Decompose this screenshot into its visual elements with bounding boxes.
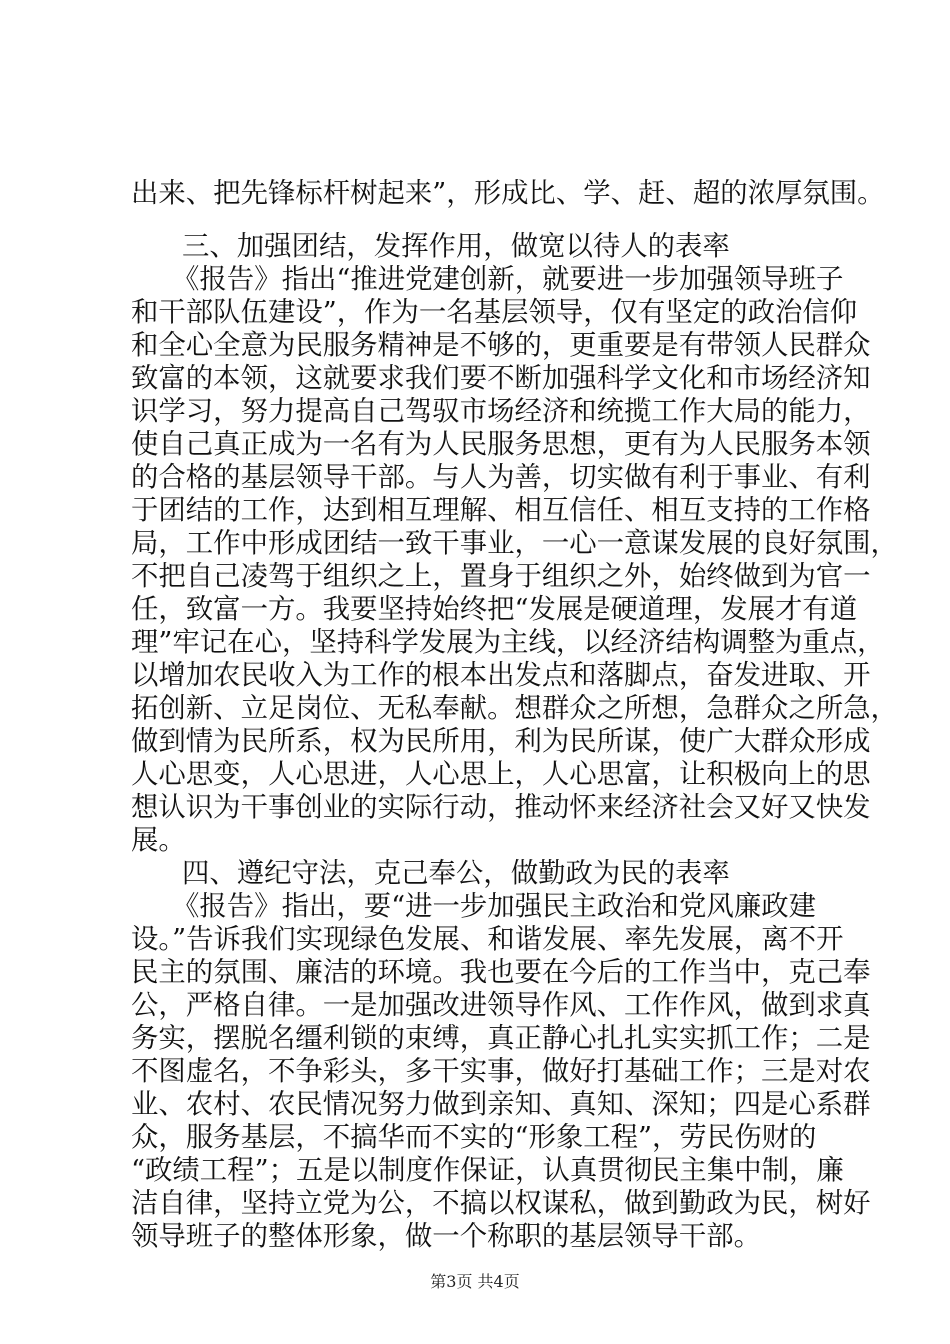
section-4-line: “政绩工程”；五是以制度作保证，认真贯彻民主集中制，廉 <box>131 1155 844 1186</box>
continuation-paragraph: 出来、把先锋标杆树起来”，形成比、学、赶、超的浓厚氛围。 <box>131 178 885 209</box>
section-4-line: 民主的氛围、廉洁的环境。我也要在今后的工作当中，克己奉 <box>131 957 871 988</box>
section-3-line: 于团结的工作，达到相互理解、相互信任、相互支持的工作格 <box>131 495 871 526</box>
section-4-line: 设。”告诉我们实现绿色发展、和谐发展、率先发展，离不开 <box>131 924 844 955</box>
section-3-line: 任，致富一方。我要坚持始终把“发展是硬道理，发展才有道 <box>131 594 858 625</box>
section-3-line: 不把自己凌驾于组织之上，置身于组织之外，始终做到为官一 <box>131 561 871 592</box>
section-4-line: 洁自律，坚持立党为公，不搞以权谋私，做到勤政为民，树好 <box>131 1188 871 1219</box>
section-4-line: 不图虚名，不争彩头，多干实事，做好打基础工作；三是对农 <box>131 1056 871 1087</box>
section-3-line: 和全心全意为民服务精神是不够的，更重要是有带领人民群众 <box>131 330 871 361</box>
section-4-line: 领导班子的整体形象，做一个称职的基层领导干部。 <box>131 1221 761 1252</box>
section-3-line: 的合格的基层领导干部。与人为善，切实做有利于事业、有利 <box>131 462 871 493</box>
section-3-line: 致富的本领，这就要求我们要不断加强科学文化和市场经济知 <box>131 363 871 394</box>
section-4-line: 《报告》指出，要“进一步加强民主政治和党风廉政建 <box>172 891 816 922</box>
section-4-line: 公，严格自律。一是加强改进领导作风、工作作风，做到求真 <box>131 990 871 1021</box>
section-4-line: 务实，摆脱名缰利锁的束缚，真正静心扎扎实实抓工作；二是 <box>131 1023 871 1054</box>
section-3-heading: 三、加强团结，发挥作用，做宽以待人的表率 <box>182 231 730 262</box>
section-3-line: 做到情为民所系，权为民所用，利为民所谋，使广大群众形成 <box>131 726 871 757</box>
section-3-line: 理”牢记在心，坚持科学发展为主线，以经济结构调整为重点， <box>131 627 885 658</box>
section-3-line: 拓创新、立足岗位、无私奉献。想群众之所想，急群众之所急， <box>131 693 898 724</box>
section-3-line: 识学习，努力提高自己驾驭市场经济和统揽工作大局的能力， <box>131 396 871 427</box>
section-3-line: 使自己真正成为一名有为人民服务思想，更有为人民服务本领 <box>131 429 871 460</box>
section-3-line: 想认识为干事创业的实际行动，推动怀来经济社会又好又快发 <box>131 792 871 823</box>
section-3-line: 人心思变，人心思进，人心思上，人心思富，让积极向上的思 <box>131 759 871 790</box>
section-3-line: 展。 <box>131 825 186 856</box>
section-3-line: 和干部队伍建设”，作为一名基层领导，仅有坚定的政治信仰 <box>131 297 858 328</box>
section-4-heading: 四、遵纪守法，克己奉公，做勤政为民的表率 <box>182 858 730 889</box>
section-4-line: 众，服务基层，不搞华而不实的“形象工程”，劳民伤财的 <box>131 1122 817 1153</box>
section-3-line: 局，工作中形成团结一致干事业，一心一意谋发展的良好氛围， <box>131 528 898 559</box>
page-number-footer: 第3页 共4页 <box>430 1272 520 1291</box>
section-4-line: 业、农村、农民情况努力做到亲知、真知、深知；四是心系群 <box>131 1089 871 1120</box>
section-3-line: 以增加农民收入为工作的根本出发点和落脚点，奋发进取、开 <box>131 660 871 691</box>
section-3-line: 《报告》指出“推进党建创新，就要进一步加强领导班子 <box>172 264 844 295</box>
